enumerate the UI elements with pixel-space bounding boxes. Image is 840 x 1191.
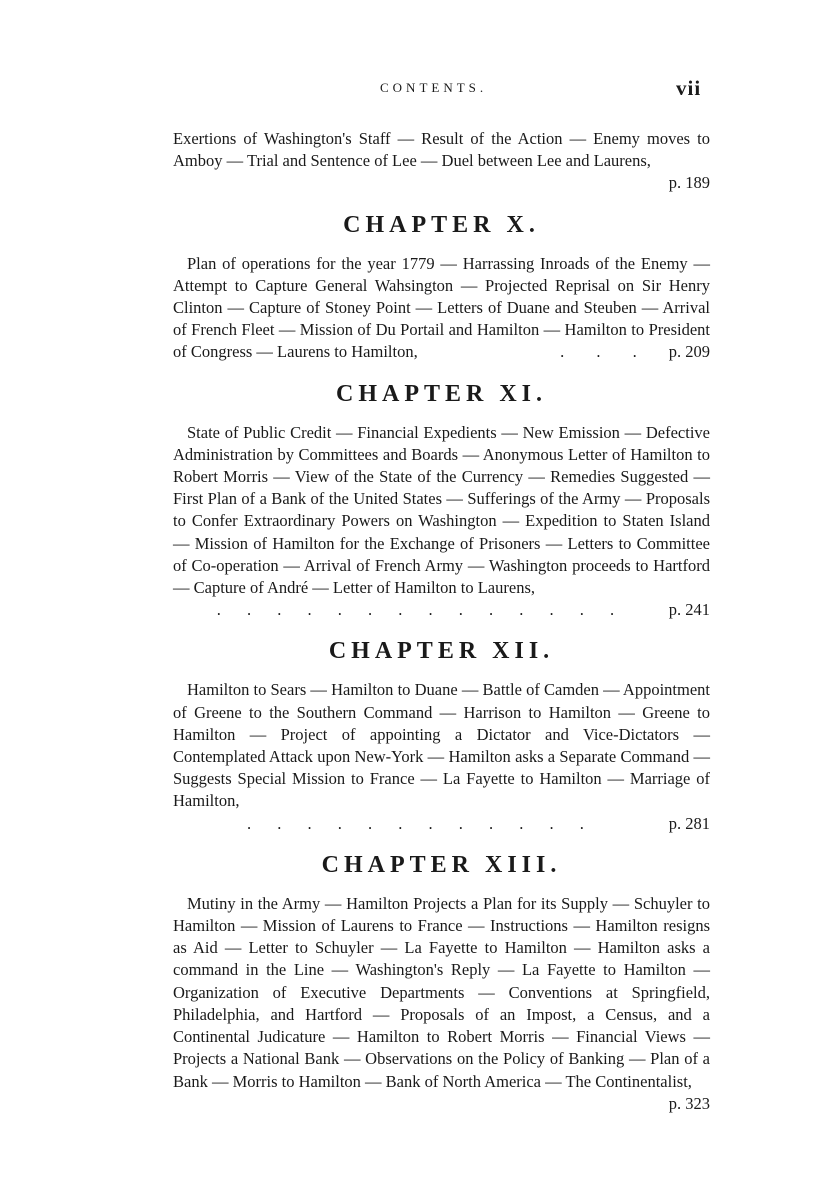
chapter-xii-heading: CHAPTER XII. (328, 638, 555, 665)
chapter-xi-leader (173, 599, 710, 621)
chapter-xii-leader (173, 813, 710, 835)
chapter-xi-summary: State of Public Credit — Financial Expedients — New Emission — Defective Administration by Committees and Boards — Anonymous Letter of Hamilton to Robert Morris — View of the State of the Currency — Remedies Suggested — First Plan of a Bank of the United States — Sufferings of the Army — Proposals to Confer Extraordinary Powers on Washington — Expedition to Staten Island — Mission of Hamilton for the Exchange of Prisoners — Letters to Committee of Co-operation — Arrival of French Army — Washington proceeds to Hartford — Capture of André — Letter of Hamilton to Laurens, (173, 422, 710, 598)
chapter-x-leader (546, 341, 710, 363)
chapter-xiii-text: Mutiny in the Army — Hamilton Projects a Plan for its Supply — Schuyler to Hamilton — Mission of Laurens to France — Instructions — Hamilton resigns as Aid — Letter to Schuyler — La Fayette to Hamilton — Hamilton asks a command in the Line — Washington's Reply — La Fayette to Hamilton — Organization of Executive Departments — Conventions at Springfield, Philadelphia, and Hartford — Proposals of an Impost, a Census, and a Continental Judicature — Hamilton to Robert Morris — Financial Views — Projects a National Bank — Observations on the Policy of Banking — Plan of a Bank — Morris to Hamilton — Bank of North America — The Continentalist, (173, 893, 710, 1091)
chapter-xii-entry (173, 679, 710, 834)
chapter-xiii-heading: CHAPTER XIII. (321, 851, 562, 878)
intro-page-ref: p. 189 (668, 173, 710, 193)
intro-entry (173, 128, 710, 195)
contents-body (173, 128, 710, 1115)
chapter-x-text (173, 253, 710, 364)
chapter-xii-page-ref: p. 281 (668, 813, 710, 833)
chapter-xii-text (173, 679, 710, 812)
chapter-xi-text (173, 422, 710, 600)
chapter-xi-dots: . . . . . . . . . . . . . . (216, 600, 626, 620)
chapter-x-page-ref: p. 209 (668, 342, 710, 362)
running-head (0, 76, 840, 104)
chapter-xii-dots: . . . . . . . . . . . . (246, 813, 595, 833)
running-title: CONTENTS. (380, 80, 488, 95)
chapter-xi-page-ref: p. 241 (668, 600, 710, 620)
chapter-x-heading: CHAPTER X. (343, 211, 540, 238)
chapter-x-summary: Plan of operations for the year 1779 — Harrassing Inroads of the Enemy — Attempt to Capture General Wahsington — Projected Reprisal on Sir Henry Clinton — Capture of Stoney Point — Letters of Duane and Steuben — Arrival of French Fleet — Mission of Du Portail and Hamilton — Hamilton to President of Congress — Laurens to Hamilton, (173, 253, 710, 362)
page-number: vii (676, 76, 702, 100)
chapter-xii-summary: Hamilton to Sears — Hamilton to Duane — Battle of Camden — Appointment of Greene to the Southern Command — Harrison to Hamilton — Greene to Hamilton — Project of appointing a Dictator and Vice-Dictators — Contemplated Attack upon New-York — Hamilton asks a Separate Command — Suggests Special Mission to France — La Fayette to Hamilton — Marriage of Hamilton, (173, 680, 710, 811)
intro-text: Exertions of Washington's Staff — Result of the Action — Enemy moves to Amboy — Trial and Sentence of Lee — Duel between Lee and Laurens, (173, 129, 710, 171)
chapter-xiii-entry (173, 893, 710, 1115)
chapter-x-entry (173, 253, 710, 364)
chapter-xi-heading: CHAPTER XI. (335, 380, 547, 407)
chapter-xi-entry (173, 422, 710, 622)
chapter-xiii-page-ref: p. 323 (668, 1093, 710, 1113)
chapter-x-dots: . . . (560, 342, 651, 362)
